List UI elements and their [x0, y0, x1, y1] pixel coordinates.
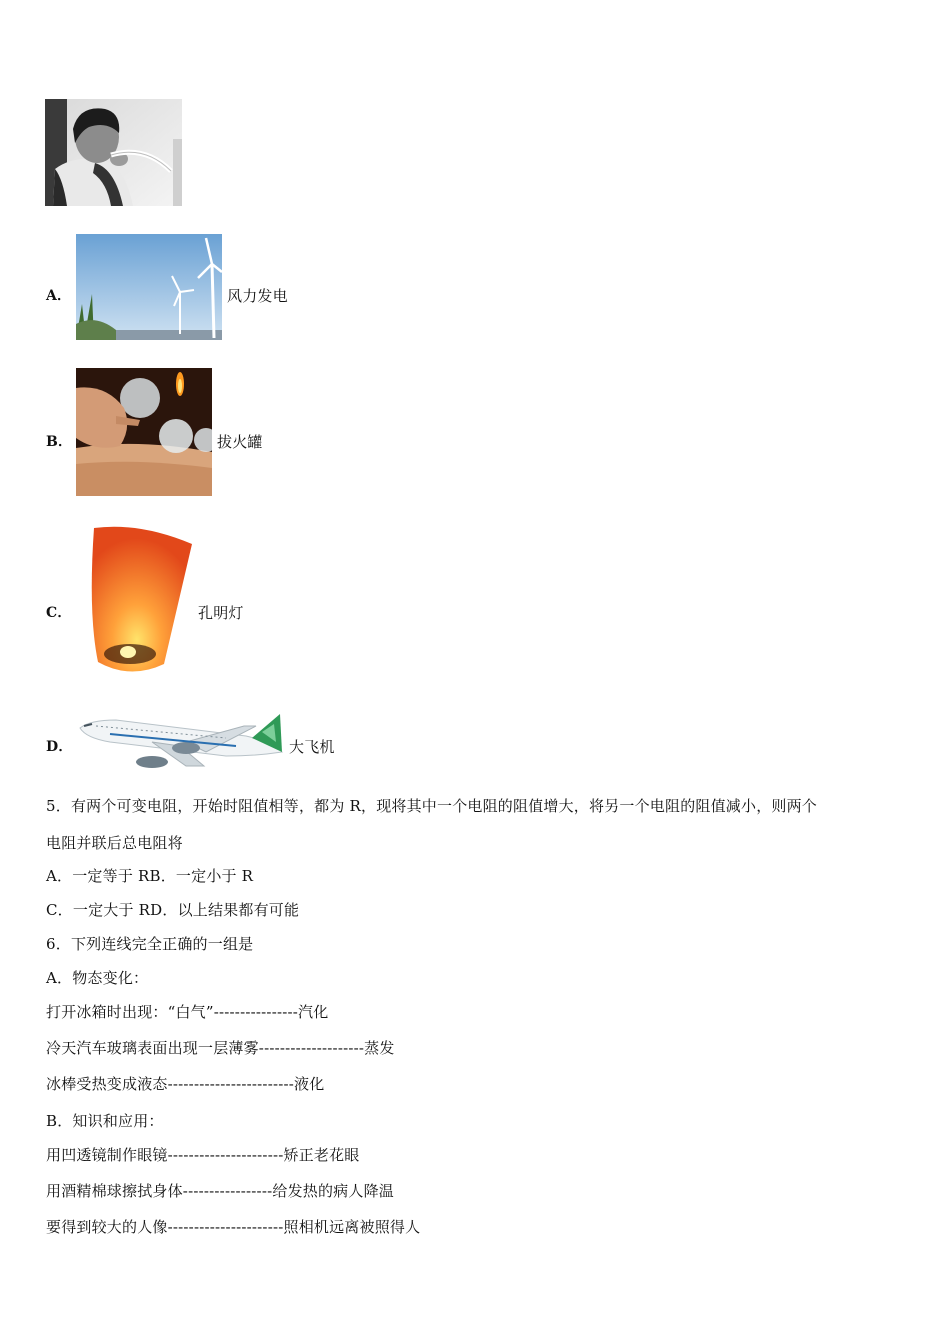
airliner-photo	[76, 712, 284, 774]
q6-b-line-1: 用凹透镜制作眼镜----------------------矫正老花眼	[46, 1146, 360, 1164]
q5-stem-line2: 电阻并联后总电阻将	[46, 834, 183, 852]
option-d-letter: D．	[46, 739, 73, 755]
q6-a-line-2: 冷天汽车玻璃表面出现一层薄雾--------------------蒸发	[46, 1039, 395, 1057]
option-b-letter: B．	[46, 434, 73, 450]
q6-option-b-title: B．知识和应用：	[46, 1112, 164, 1130]
option-a-letter: A．	[46, 288, 72, 304]
fire-cupping-photo	[76, 368, 212, 496]
q5-stem-line1: 5．有两个可变电阻，开始时阻值相等，都为 R，现将其中一个电阻的阻值增大，将另一个电阻的阻值减小，则两个	[46, 797, 818, 815]
q6-option-a-title: A．物态变化：	[46, 969, 149, 987]
option-b-label: 拔火罐	[217, 433, 263, 451]
option-c-letter: C．	[46, 605, 72, 621]
option-d-label: 大飞机	[289, 738, 335, 756]
option-c-label: 孔明灯	[198, 604, 244, 622]
sky-lantern-photo	[80, 524, 194, 676]
wind-turbines-photo	[76, 234, 222, 340]
q5-options-cd: C．一定大于 RD．以上结果都有可能	[46, 901, 300, 919]
boy-blowing-tube-photo	[45, 99, 182, 206]
q6-b-line-3: 要得到较大的人像----------------------照相机远离被照得人	[46, 1218, 421, 1236]
q6-a-line-3: 冰棒受热变成液态------------------------液化	[46, 1075, 325, 1093]
q6-stem: 6．下列连线完全正确的一组是	[46, 935, 254, 953]
option-a-label: 风力发电	[227, 287, 288, 305]
q6-b-line-2: 用酒精棉球擦拭身体-----------------给发热的病人降温	[46, 1182, 394, 1200]
q5-options-ab: A．一定等于 RB．一定小于 R	[46, 867, 254, 885]
q6-a-line-1: 打开冰箱时出现：“白气”----------------汽化	[46, 1003, 329, 1021]
